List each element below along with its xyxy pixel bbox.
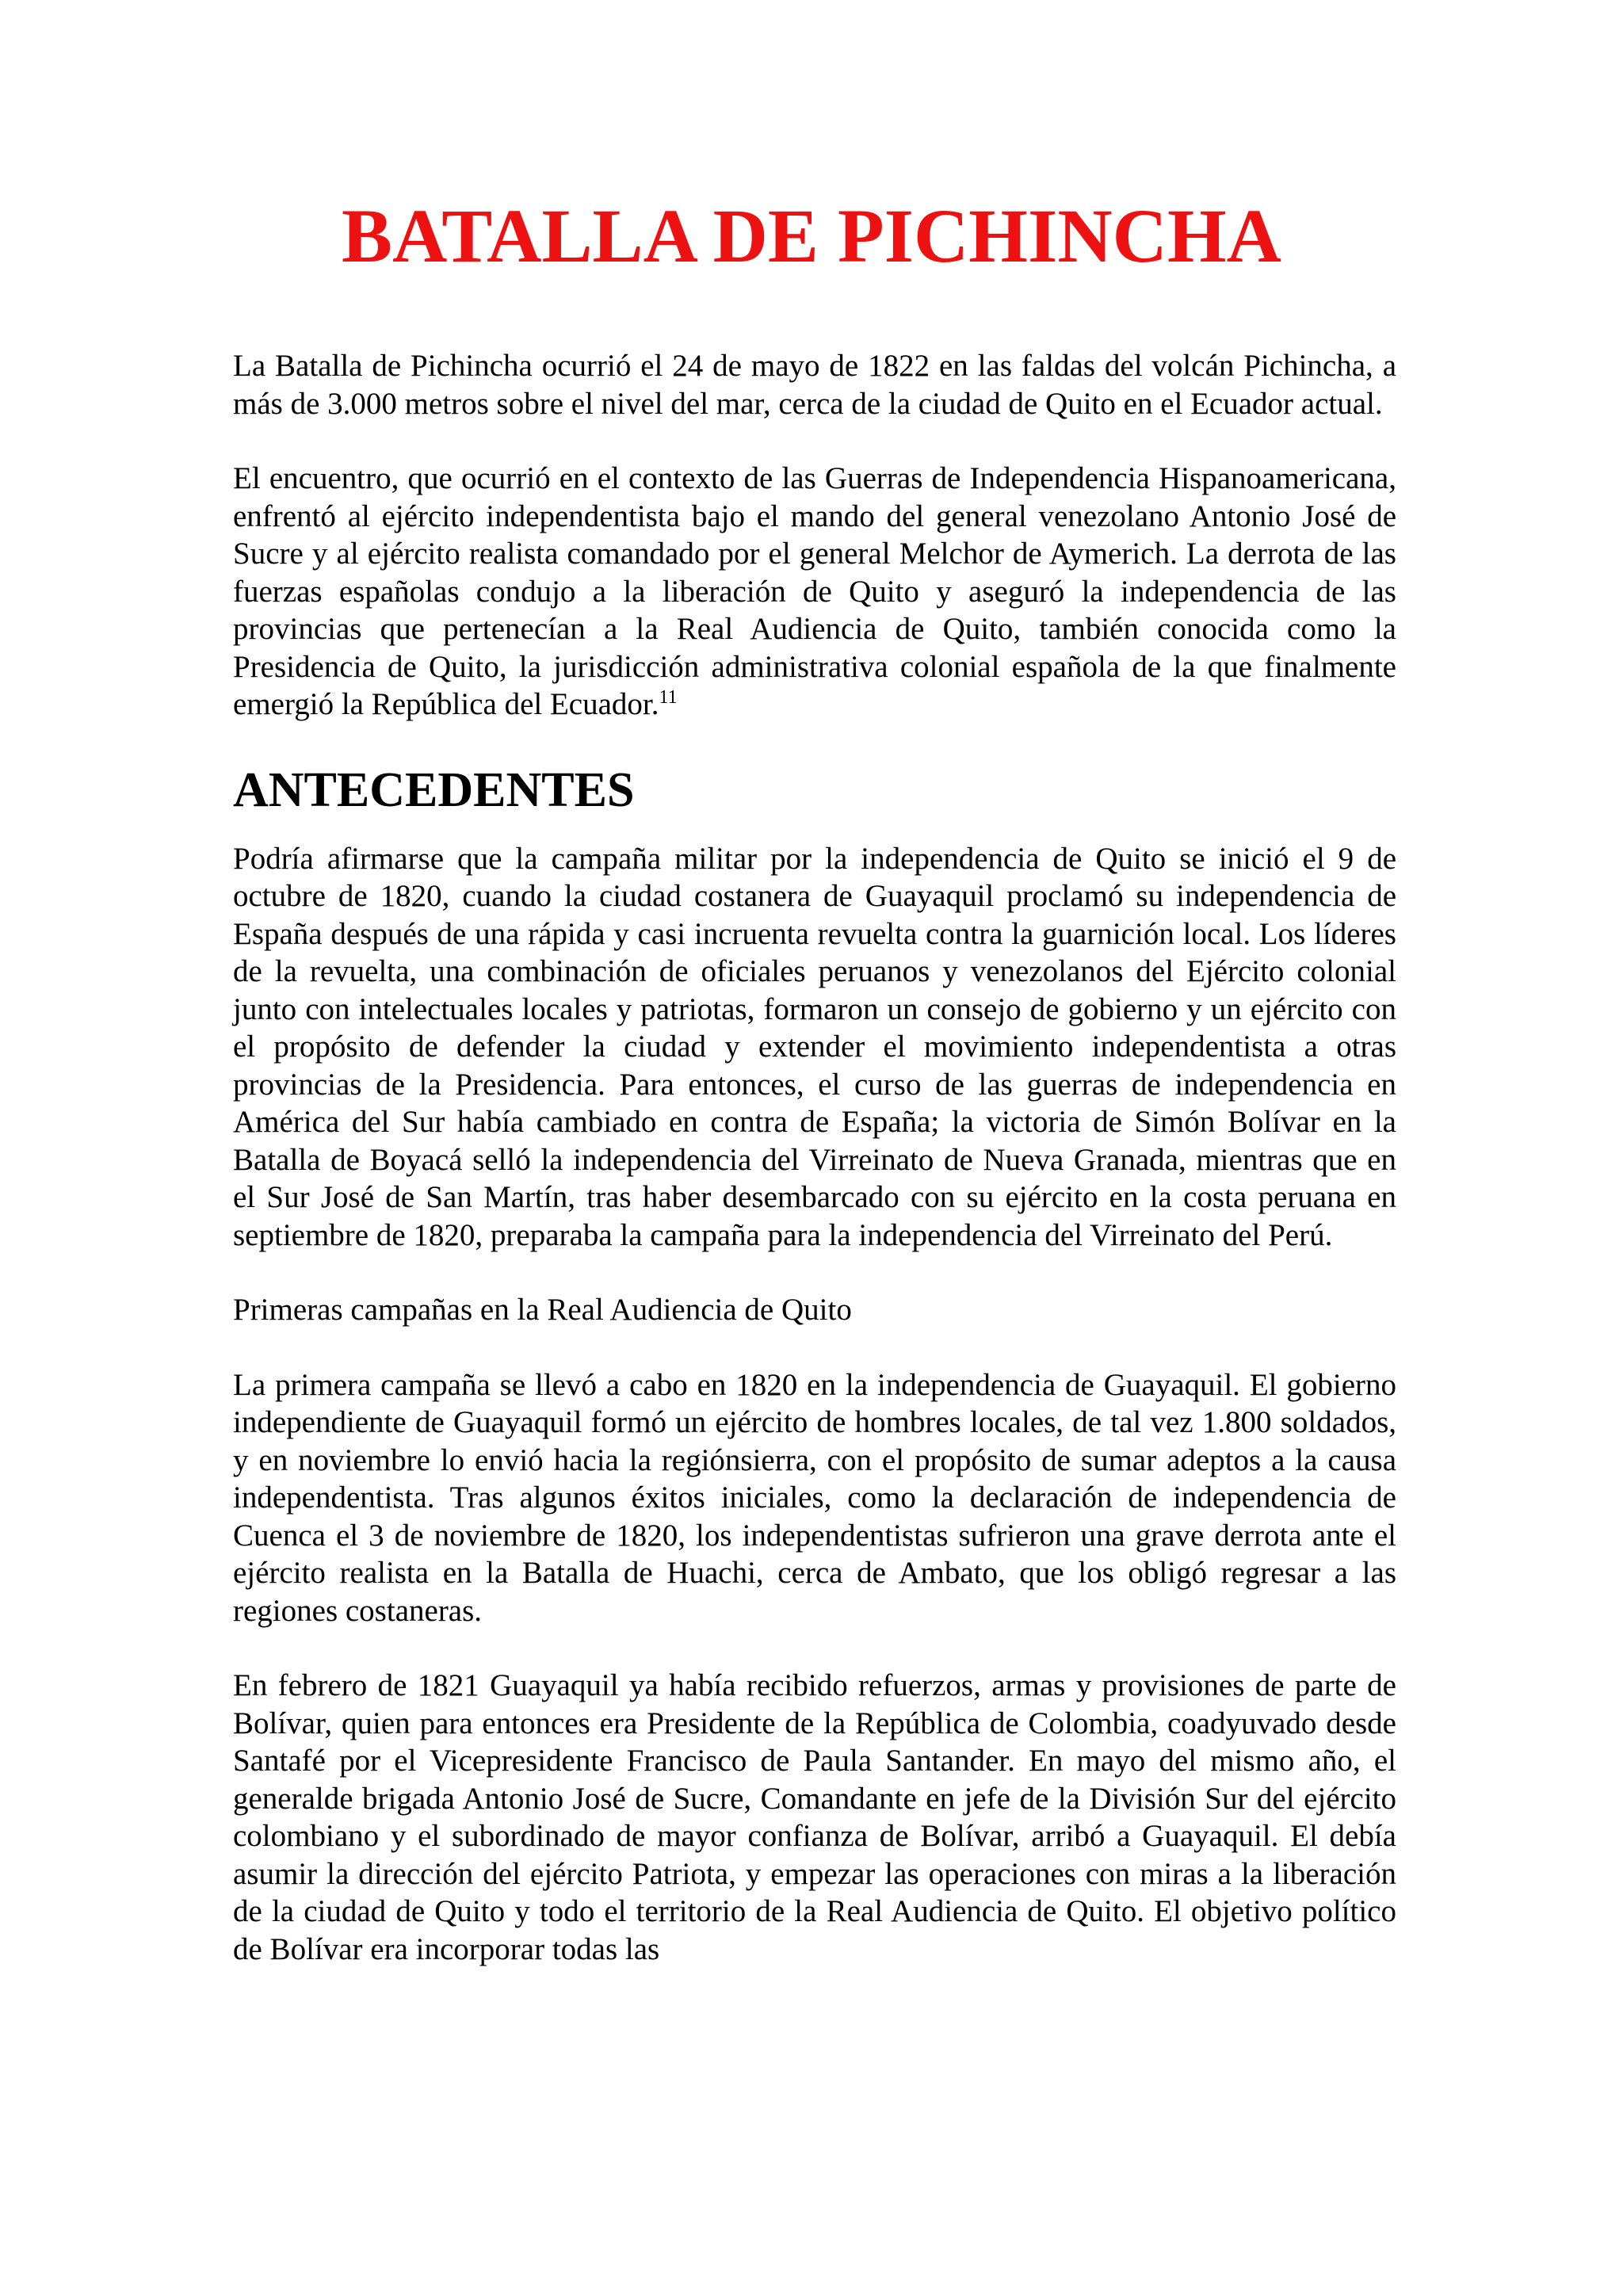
page-title: BATALLA DE PICHINCHA (342, 193, 1281, 278)
intro-paragraph-2-text: El encuentro, que ocurrió en el contexto de las Guerras de Independencia Hispanoamericana, enfrentó al ejército independentista bajo el mando del general venezolano Antonio José de Sucre y al ejército realista comandado por el general Melchor de Aymerich. La derrota de las fuerzas españolas condujo a la liberación de Quito y aseguró la independencia de las provincias que pertenecían a la Real Audiencia de Quito, también conocida como la Presidencia de Quito, la jurisdicción administrativa colonial española de la que finalmente emergió la República del Ecuador. (233, 461, 1396, 721)
document-body (233, 347, 1396, 1968)
intro-paragraph-2 (233, 460, 1396, 724)
antecedentes-paragraph-2: La primera campaña se llevó a cabo en 1820 en la independencia de Guayaquil. El gobierno independiente de Guayaquil formó un ejército de hombres locales, de tal vez 1.800 soldados, y en noviembre lo envió hacia la regiónsierra, con el propósito de sumar adeptos a la causa independentista. Tras algunos éxitos iniciales, como la declaración de independencia de Cuenca el 3 de noviembre de 1820, los independentistas sufrieron una grave derrota ante el ejército realista en la Batalla de Huachi, cerca de Ambato, que los obligó regresar a las regiones costaneras. (233, 1367, 1396, 1628)
footnote-marker: 11 (659, 687, 678, 708)
section-heading-antecedentes: ANTECEDENTES (233, 762, 635, 817)
intro-paragraph-1: La Batalla de Pichincha ocurrió el 24 de mayo de 1822 en las faldas del volcán Pichincha, a más de 3.000 metros sobre el nivel del mar, cerca de la ciudad de Quito en el Ecuador actual. (233, 349, 1396, 421)
antecedentes-paragraph-1: Podría afirmarse que la campaña militar por la independencia de Quito se inició el 9 de octubre de 1820, cuando la ciudad costanera de Guayaquil proclamó su independencia de España después de una rápida y casi incruenta revuelta contra la guarnición local. Los líderes de la revuelta, una combinación de oficiales peruanos y venezolanos del Ejército colonial junto con intelectuales locales y patriotas, formaron un consejo de gobierno y un ejército con el propósito de defender la ciudad y extender el movimiento independentista a otras provincias de la Presidencia. Para entonces, el curso de las guerras de independencia en América del Sur había cambiado en contra de España; la victoria de Simón Bolívar en la Batalla de Boyacá selló la independencia del Virreinato de Nueva Granada, mientras que en el Sur José de San Martín, tras haber desembarcado con su ejército en la costa peruana en septiembre de 1820, preparaba la campaña para la independencia del Virreinato del Perú. (233, 841, 1396, 1252)
subheading-primeras-campanas: Primeras campañas en la Real Audiencia de Quito (233, 1293, 852, 1327)
antecedentes-paragraph-3: En febrero de 1821 Guayaquil ya había recibido refuerzos, armas y provisiones de parte de Bolívar, quien para entonces era Presidente de la República de Colombia, coadyuvado desde Santafé por el Vicepresidente Francisco de Paula Santander. En mayo del mismo año, el generalde brigada Antonio José de Sucre, Comandante en jefe de la División Sur del ejército colombiano y el subordinado de mayor confianza de Bolívar, arribó a Guayaquil. El debía asumir la dirección del ejército Patriota, y empezar las operaciones con miras a la liberación de la ciudad de Quito y todo el territorio de la Real Audiencia de Quito. El objetivo político de Bolívar era incorporar todas las (233, 1668, 1396, 1966)
